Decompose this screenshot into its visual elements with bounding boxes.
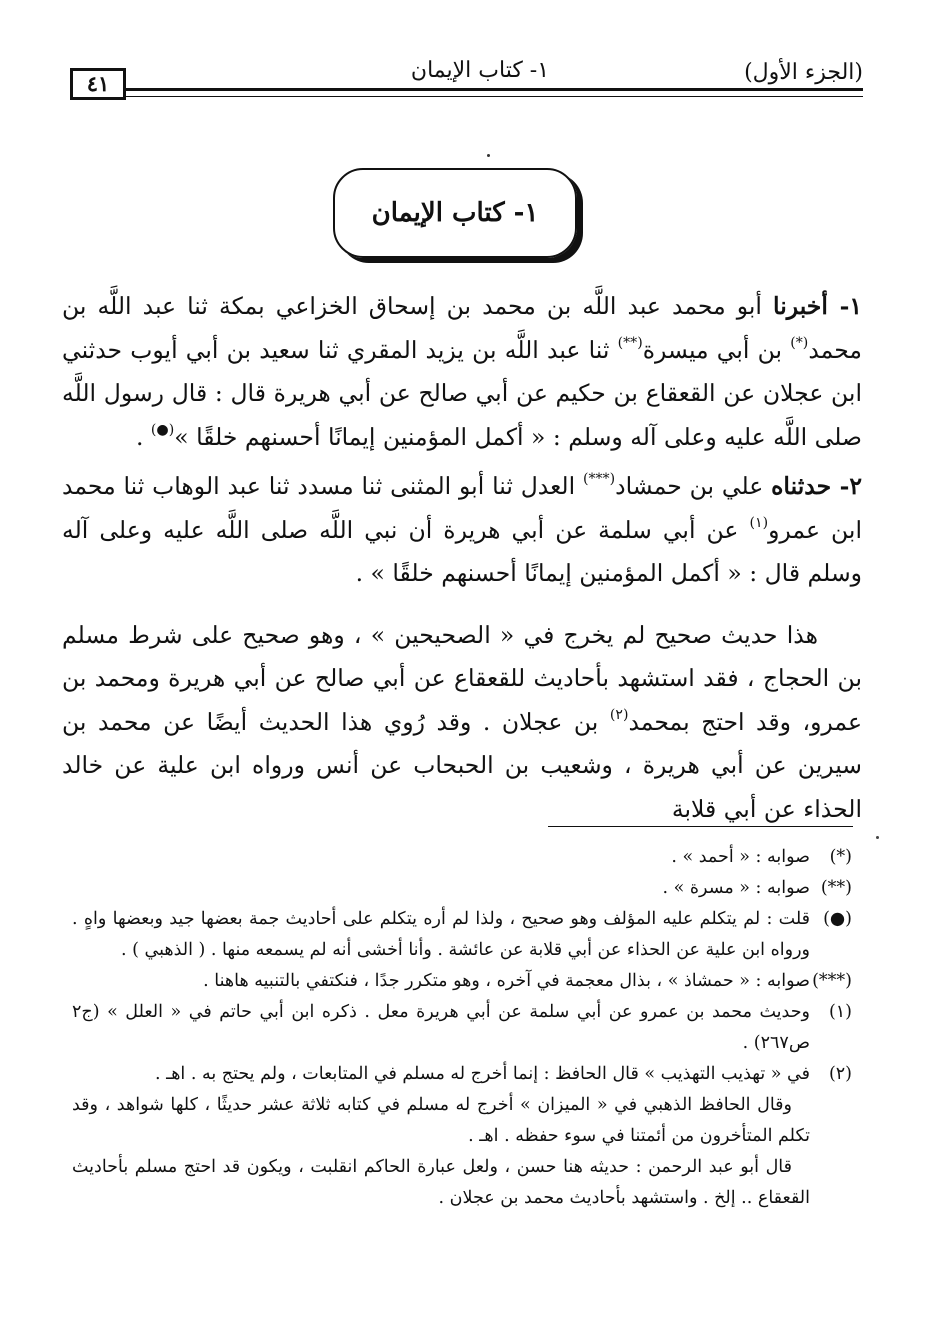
footnote-text: صوابه : « حمشاذ » ، بذال معجمة في آخره ، وهو متكرر جدًا ، فنكتفي بالتنبيه هاهنا . <box>203 971 810 991</box>
hadith-2-text: علي بن حمشاد <box>615 472 772 500</box>
hadith-1-text: . <box>135 422 151 451</box>
footnote-text: وحديث محمد بن عمرو عن أبي سلمة عن أبي هريرة معل . ذكره ابن أبي حاتم في « العلل » (ج٢ ص٢٦٧) . <box>72 1002 810 1053</box>
footnote <box>72 1059 852 1152</box>
header-rule <box>126 88 863 91</box>
footnote <box>72 842 852 873</box>
footnote <box>72 904 852 966</box>
footnote-text: صوابه : « أحمد » . <box>671 847 810 867</box>
footnote-marker: (٢) <box>828 1064 852 1084</box>
commentary-text: بن عجلان . وقد رُوي هذا الحديث أيضًا عن محمد بن سيرين عن أبي هريرة ، وشعيب بن الحبحاب عن أنس ورواه ابن علية عن خالد الحذاء عن أبي قلابة <box>62 707 862 823</box>
header-rule-thin <box>126 96 863 97</box>
hadith-2 <box>62 465 862 596</box>
note-ref: (***) <box>582 471 616 488</box>
margin-mark <box>876 836 879 839</box>
hadith-1-text: أبو محمد عبد اللَّه بن محمد بن إسحاق الخزاعي بمكة ثنا عبد اللَّه بن محمد <box>62 292 862 364</box>
footnote-continuation <box>72 1152 852 1214</box>
hadith-1-text: ثنا عبد اللَّه بن يزيد المقري ثنا سعيد بن أبي أيوب حدثني ابن عجلان عن القعقاع بن حكيم عن أبي صالح عن أبي هريرة قال : قال رسول اللَّه صلى اللَّه عليه وعلى آله وسلم : « أكمل المؤمنين إيمانًا أحسنهم خلقًا » <box>62 335 862 451</box>
header-chapter-label: ١- كتاب الإيمان <box>410 58 550 83</box>
hadith-2-text: العدل ثنا أبو المثنى ثنا مسدد ثنا عبد الوهاب ثنا محمد ابن عمرو <box>62 472 862 544</box>
footnote-separator <box>548 826 853 827</box>
footnote-marker: (●) <box>823 909 852 929</box>
footnote <box>72 966 852 997</box>
header-part-label: (الجزء الأول) <box>744 60 863 85</box>
hadith-1-text: بن أبي ميسرة <box>642 335 791 364</box>
footnote-marker: (١) <box>828 1002 852 1022</box>
hadith-2-text: عن أبي سلمة عن أبي هريرة أن نبي اللَّه صلى اللَّه عليه وعلى آله وسلم قال : « أكمل المؤمنين إيمانًا أحسنهم خلقًا » . <box>62 515 862 587</box>
hadith-2-lead: ٢- حدثناه <box>771 472 863 500</box>
commentary <box>62 614 862 832</box>
note-ref: (**) <box>617 334 643 351</box>
footnote-marker: (*) <box>829 847 852 867</box>
chapter-title: ١- كتاب الإيمان <box>371 198 539 228</box>
note-ref: (١) <box>749 514 769 531</box>
note-ref: (●) <box>150 421 175 438</box>
hadith-1 <box>62 285 862 459</box>
footnotes <box>72 842 852 1214</box>
footnote <box>72 997 852 1059</box>
footnote-text: في « تهذيب التهذيب » قال الحافظ : إنما أخرج له مسلم في المتابعات ، ولم يحتج به . اهـ . <box>154 1064 810 1084</box>
footnote-marker: (***) <box>812 971 852 991</box>
footnote <box>72 873 852 904</box>
note-ref: (٢) <box>609 706 629 723</box>
page-number: ٤١ <box>70 68 126 100</box>
footnote-text: قال أبو عبد الرحمن : حديثه هنا حسن ، ولعل عبارة الحاكم انقلبت ، ويكون قد احتج مسلم بأحاديث القعقاع .. إلخ . واستشهد بأحاديث محمد بن عجلان . <box>72 1157 810 1208</box>
footnote-text: وقال الحافظ الذهبي في « الميزان » أخرج له مسلم في كتابه ثلاثة عشر حديثًا ، كلها شواهد ، وقد تكلم المتأخرون من أئمتنا في سوء حفظه . اهـ . <box>72 1095 810 1146</box>
chapter-title-box <box>333 168 577 258</box>
main-text <box>62 285 862 831</box>
footnote-text: قلت : لم يتكلم عليه المؤلف وهو صحيح ، ولذا لم أره يتكلم على أحاديث جمة بعضها جيد وبعضها واهٍ . ورواه ابن علية عن الحذاء عن أبي قلابة عن عائشة . وأنا أخشى أنه لم يسمعه منها . ( الذهبي ) . <box>72 909 810 960</box>
note-ref: (*) <box>790 334 809 351</box>
ink-dot <box>487 154 490 157</box>
footnote-marker: (**) <box>820 878 852 898</box>
hadith-1-lead: ١- أخبرنا <box>773 292 862 320</box>
commentary-text: هذا حديث صحيح لم يخرج في « الصحيحين » ، وهو صحيح على شرط مسلم بن الحجاج ، فقد استشهد بأحاديث للقعقاع عن أبي صالح عن أبي هريرة ومحمد بن عمرو، وقد احتج بمحمد <box>62 620 862 736</box>
footnote-text: صوابه : « مسرة » . <box>662 878 810 898</box>
